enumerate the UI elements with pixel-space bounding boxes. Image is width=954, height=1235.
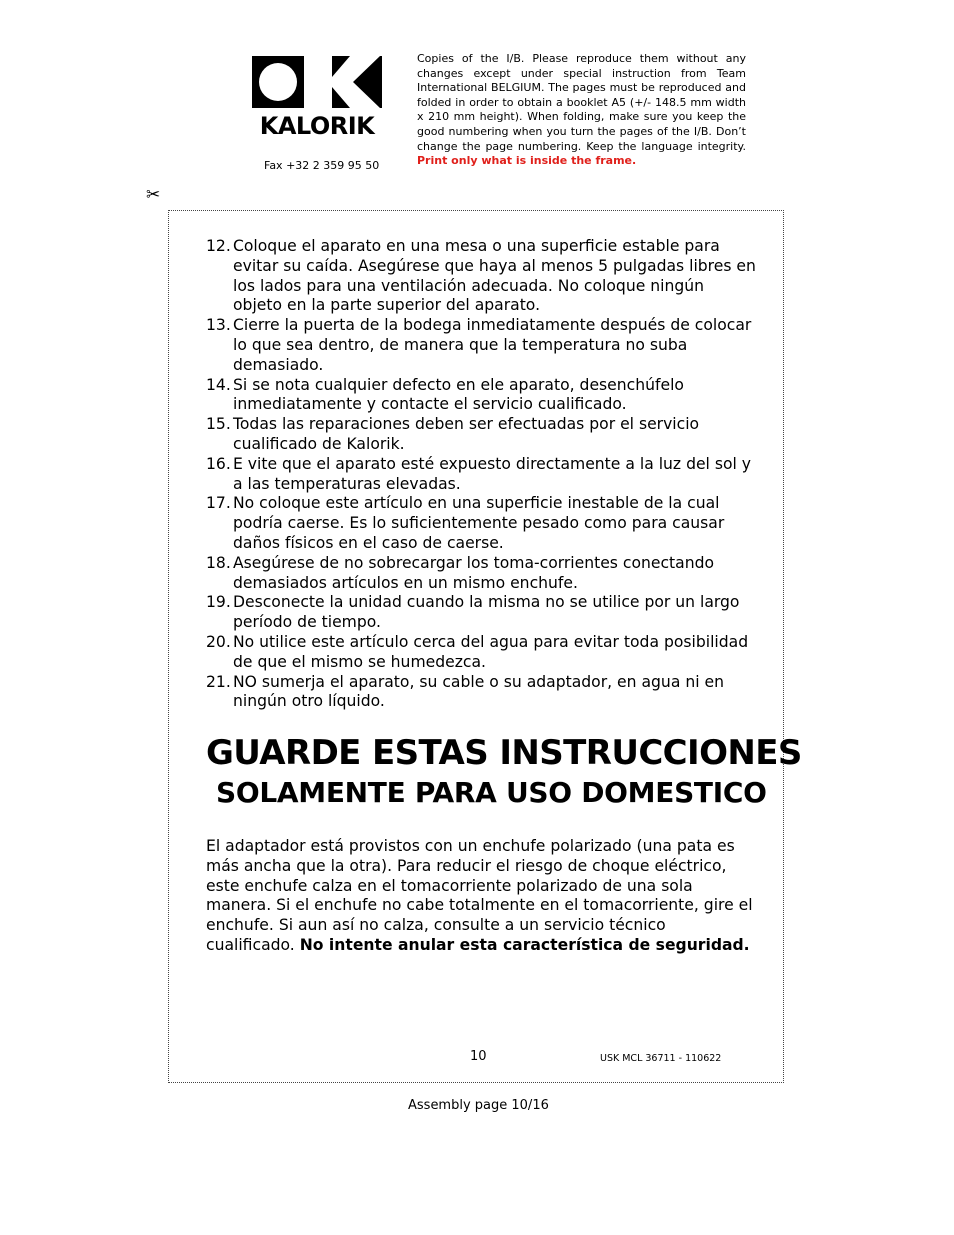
item-number: 16. — [206, 454, 231, 473]
paragraph-text: El adaptador está provistos con un enchufe polarizado (una pata es más ancha que la otra). Para reducir el riesgo de choque eléctrico, este enchufe calza en el tomacorriente polarizado de una sola manera. Si el enchufe no cabe totalmente en el tomacorriente, gire el enchufe. Si aun así no calza, consulte a un servicio técnico cualificado. — [206, 837, 753, 954]
model-code: USK MCL 36711 - 110622 — [600, 1053, 722, 1064]
list-item — [206, 673, 756, 713]
copies-notice — [417, 52, 746, 169]
print-frame-warning: Print only what is inside the frame. — [417, 154, 637, 168]
polarized-plug-paragraph — [206, 837, 754, 956]
assembly-page: Assembly page 10/16 — [408, 1098, 549, 1113]
item-number: 13. — [206, 316, 231, 335]
item-number: 20. — [206, 632, 231, 651]
kalorik-logo — [250, 56, 384, 140]
item-text: Coloque el aparato en una mesa o una superficie estable para evitar su caída. Asegúrese que haya al menos 5 pulgadas libres en los lados para una ventilación adecuada. No coloque ningún objeto en la parte superior del aparato. — [233, 237, 756, 315]
kalorik-wordmark: KALORIK — [259, 112, 375, 140]
fax-number: Fax +32 2 359 95 50 — [264, 159, 380, 172]
item-text: NO sumerja el aparato, su cable o su adaptador, en agua ni en ningún otro líquido. — [233, 672, 724, 711]
item-text: No utilice este artículo cerca del agua para evitar toda posibilidad de que el mismo se humedezca. — [233, 632, 749, 671]
item-text: Todas las reparaciones deben ser efectuadas por el servicio cualificado de Kalorik. — [233, 415, 700, 453]
sub-heading: SOLAMENTE PARA USO DOMESTICO — [216, 776, 767, 809]
item-text: Cierre la puerta de la bodega inmediatamente después de colocar lo que sea dentro, de manera que la temperatura no suba demasiado. — [233, 316, 752, 374]
list-item — [206, 633, 756, 673]
page-number: 10 — [470, 1049, 487, 1064]
main-heading: GUARDE ESTAS INSTRUCCIONES — [206, 733, 802, 773]
list-item — [206, 593, 756, 633]
instruction-list — [206, 237, 756, 712]
list-item — [206, 455, 756, 495]
scissors-icon: ✂ — [146, 185, 161, 205]
copies-notice-text: Copies of the I/B. Please reproduce them without any changes except under special instruction from Team International BELGIUM. The pages must be reproduced and folded in order to obtain a booklet A5 (+/- 148.5 mm width x 210 mm height). When folding, make sure you keep the good numbering when you turn the pages of the I/B. Don’t change the page numbering. Keep the language integrity. — [417, 52, 746, 153]
list-item — [206, 376, 756, 416]
item-text: Asegúrese de no sobrecargar los toma-corrientes conectando demasiados artículos en un mismo enchufe. — [233, 553, 715, 592]
item-number: 19. — [206, 593, 231, 612]
list-item — [206, 237, 756, 316]
item-number: 18. — [206, 553, 231, 572]
list-item — [206, 494, 756, 553]
paragraph-bold-warning: No intente anular esta característica de seguridad. — [299, 935, 750, 954]
item-number: 15. — [206, 415, 231, 434]
item-number: 17. — [206, 494, 231, 513]
item-number: 12. — [206, 237, 231, 255]
kalorik-logo-mark — [250, 56, 384, 140]
item-number: 14. — [206, 375, 231, 394]
item-text: No coloque este artículo en una superficie inestable de la cual podría caerse. Es lo suficientemente pesado como para causar daños físicos en el caso de caerse. — [233, 494, 725, 552]
item-text: Si se nota cualquier defecto en ele aparato, desenchúfelo inmediatamente y contacte el servicio cualificado. — [233, 375, 684, 414]
list-item — [206, 316, 756, 375]
list-item — [206, 554, 756, 594]
item-text: Desconecte la unidad cuando la misma no se utilice por un largo período de tiempo. — [233, 593, 740, 632]
list-item — [206, 415, 756, 455]
item-number: 21. — [206, 672, 231, 691]
item-text: E vite que el aparato esté expuesto directamente a la luz del sol y a las temperaturas elevadas. — [233, 454, 752, 493]
